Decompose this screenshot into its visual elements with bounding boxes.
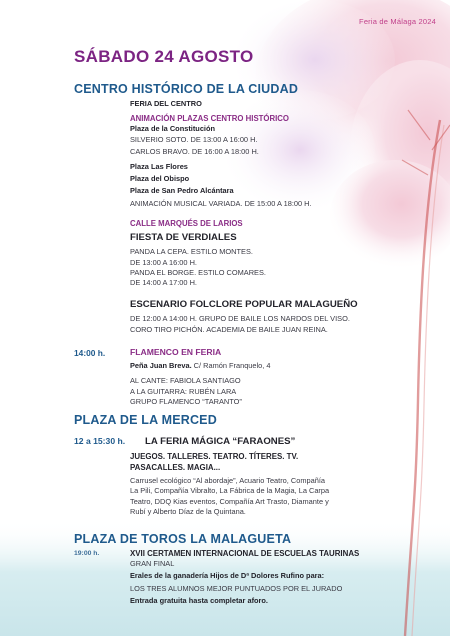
merced-desc-3: Teatro, DDQ Kias eventos, Compañía Art Trasto, Diamante y	[130, 496, 329, 506]
flamenco-line-2: A LA GUITARRA: RUBÉN LARA	[130, 386, 237, 396]
verdiales-line-4: DE 14:00 A 17:00 H.	[130, 278, 197, 288]
animacion-line-2: CARLOS BRAVO. DE 16:00 A 18:00 H.	[130, 147, 259, 157]
toros-line-3: LOS TRES ALUMNOS MEJOR PUNTUADOS POR EL JURADO	[130, 583, 343, 593]
larios-title: CALLE MARQUÉS DE LARIOS	[130, 219, 243, 229]
merced-block	[145, 435, 435, 448]
toros-line-1: GRAN FINAL	[130, 559, 175, 568]
merced-sub-2: PASACALLES. MAGIA...	[130, 463, 221, 472]
folclore-title: ESCENARIO FOLCLORE POPULAR MALAGUEÑO	[130, 298, 358, 310]
flamenco-line-1: AL CANTE: FABIOLA SANTIAGO	[130, 376, 241, 386]
plaza-san-pedro: Plaza de San Pedro Alcántara	[130, 186, 234, 196]
merced-details	[130, 451, 430, 518]
flamenco-block	[130, 347, 430, 408]
animacion-line-1: SILVERIO SOTO. DE 13:00 A 16:00 H.	[130, 134, 258, 144]
merced-time: 12 a 15:30 h.	[74, 436, 126, 446]
section-title-merced: PLAZA DE LA MERCED	[74, 413, 217, 427]
flamenco-title: FLAMENCO EN FERIA	[130, 347, 222, 357]
merced-desc-1: Carrusel ecológico “Al abordaje”, Acuario Teatro, Compañía	[130, 476, 325, 485]
section-title-toros: PLAZA DE TOROS LA MALAGUETA	[74, 532, 292, 546]
flamenco-venue-name: Peña Juan Breva.	[130, 361, 192, 370]
certamen-title: XVII CERTAMEN INTERNACIONAL DE ESCUELAS TAURINAS	[130, 549, 360, 558]
flamenco-time: 14:00 h.	[74, 348, 106, 358]
plaza-constitucion: Plaza de la Constitución	[130, 124, 216, 134]
merced-desc-4: Rubí y Alberto Díaz de la Quintana.	[130, 507, 246, 517]
folclore-line-1: DE 12:00 A 14:00 H. GRUPO DE BAILE LOS NARDOS DEL VISO.	[130, 313, 350, 323]
centro-block	[130, 99, 430, 336]
date-title: SÁBADO 24 AGOSTO	[74, 47, 254, 66]
plaza-flores: Plaza Las Flores	[130, 161, 188, 171]
event-tag: Feria de Málaga 2024	[359, 17, 436, 26]
folclore-line-2: CORO TIRO PICHÓN. ACADEMIA DE BAILE JUAN REINA.	[130, 325, 328, 335]
flamenco-venue-address: C/ Ramón Franquelo, 4	[191, 361, 271, 370]
flamenco-venue	[130, 361, 430, 371]
toros-line-4: Entrada gratuita hasta completar aforo.	[130, 596, 268, 606]
plaza-obispo: Plaza del Obispo	[130, 174, 190, 184]
feria-magica-title: LA FERIA MÁGICA “FARAONES”	[145, 436, 296, 447]
feria-centro-label: FERIA DEL CENTRO	[130, 99, 202, 108]
verdiales-line-3: PANDA EL BORGE. ESTILO COMARES.	[130, 268, 266, 278]
verdiales-line-2: DE 13:00 A 16:00 H.	[130, 257, 197, 267]
toros-block	[130, 548, 440, 607]
verdiales-line-1: PANDA LA CEPA. ESTILO MONTES.	[130, 247, 253, 257]
section-title-centro: CENTRO HISTÓRICO DE LA CIUDAD	[74, 82, 299, 96]
merced-sub-1: JUEGOS. TALLERES. TEATRO. TÍTERES. TV.	[130, 452, 299, 461]
merced-desc-2: La Pili, Compañía Vibralto, La Fábrica de la Magia, La Carpa	[130, 486, 330, 496]
toros-line-2: Erales de la ganadería Hijos de Dª Dolores Rufino para:	[130, 571, 325, 581]
verdiales-title: FIESTA DE VERDIALES	[130, 232, 237, 244]
animacion-title: ANIMACIÓN PLAZAS CENTRO HISTÓRICO	[130, 114, 289, 124]
animacion-line-3: ANIMACIÓN MUSICAL VARIADA. DE 15:00 A 18:00 H.	[130, 198, 312, 208]
toros-time: 19:00 h.	[74, 550, 100, 557]
flamenco-line-3: GRUPO FLAMENCO “TARANTO”	[130, 397, 242, 407]
